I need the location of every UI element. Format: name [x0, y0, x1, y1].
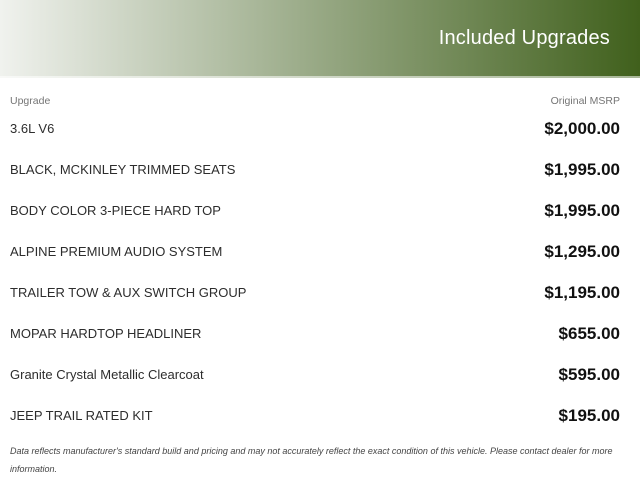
table-row	[10, 272, 620, 313]
upgrade-msrp: $1,995.00	[544, 200, 620, 220]
table-row	[10, 313, 620, 354]
table-row	[10, 231, 620, 272]
upgrade-msrp: $655.00	[558, 323, 620, 343]
upgrades-table	[0, 94, 640, 436]
panel-title: Included Upgrades	[438, 26, 610, 49]
table-row	[10, 108, 620, 149]
table-row	[10, 395, 620, 436]
upgrade-msrp: $1,195.00	[544, 282, 620, 302]
panel-header	[0, 0, 640, 78]
upgrade-msrp: $1,295.00	[544, 241, 620, 261]
upgrade-name: BODY COLOR 3-PIECE HARD TOP	[10, 203, 221, 218]
upgrade-name: BLACK, MCKINLEY TRIMMED SEATS	[10, 162, 236, 177]
table-row	[10, 190, 620, 231]
upgrade-name: TRAILER TOW & AUX SWITCH GROUP	[10, 285, 247, 300]
panel-footer	[0, 441, 640, 477]
upgrade-name: 3.6L V6	[10, 121, 55, 136]
table-header-row	[10, 94, 620, 108]
upgrade-msrp: $195.00	[558, 405, 620, 425]
table-row	[10, 149, 620, 190]
column-header-msrp: Original MSRP	[550, 95, 620, 107]
upgrade-msrp: $1,995.00	[544, 159, 620, 179]
table-row	[10, 354, 620, 395]
upgrade-name: ALPINE PREMIUM AUDIO SYSTEM	[10, 244, 223, 259]
upgrade-name: JEEP TRAIL RATED KIT	[10, 408, 153, 423]
upgrades-table-body	[10, 108, 620, 436]
disclaimer-text: Data reflects manufacturer's standard build and pricing and may not accurately reflect the exact condition of this vehicle. Please contact dealer for more information.	[10, 446, 613, 474]
upgrade-name: Granite Crystal Metallic Clearcoat	[10, 367, 204, 382]
upgrade-name: MOPAR HARDTOP HEADLINER	[10, 326, 202, 341]
column-header-upgrade: Upgrade	[10, 95, 51, 107]
upgrade-msrp: $2,000.00	[544, 118, 620, 138]
upgrade-msrp: $595.00	[558, 364, 620, 384]
